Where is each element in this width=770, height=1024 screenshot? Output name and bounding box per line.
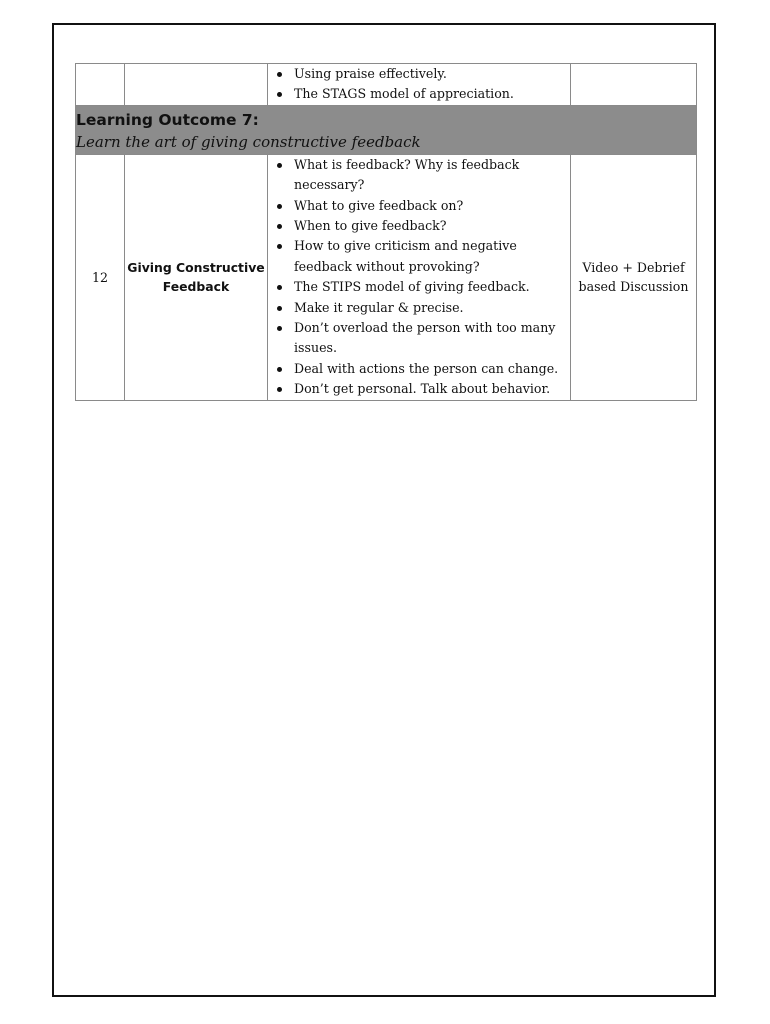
previous-method-cell [571, 64, 697, 106]
previous-bullet-list [268, 64, 570, 105]
bullet-item: How to give criticism and negative feedback without provoking? [294, 236, 564, 277]
session-content-cell [268, 154, 571, 400]
learning-outcome-subtitle: Learn the art of giving constructive feedback [76, 132, 421, 151]
bullet-item: Don’t get personal. Talk about behavior. [294, 379, 564, 399]
bullet-item: The STAGS model of appreciation. [294, 84, 564, 104]
previous-session-row [76, 64, 697, 106]
session-number: 12 [76, 154, 125, 400]
bullet-item: Don’t overload the person with too many issues. [294, 318, 564, 359]
bullet-item: What to give feedback on? [294, 196, 564, 216]
bullet-item: Make it regular & precise. [294, 298, 564, 318]
course-outline-table [75, 63, 697, 401]
session-topic: Giving Constructive Feedback [125, 154, 268, 400]
previous-topic-cell [125, 64, 268, 106]
session-row [76, 154, 697, 400]
bullet-item: What is feedback? Why is feedback necessary? [294, 155, 564, 196]
previous-number-cell [76, 64, 125, 106]
learning-outcome-header [76, 105, 697, 154]
bullet-item: The STIPS model of giving feedback. [294, 277, 564, 297]
previous-content-cell [268, 64, 571, 106]
session-method: Video + Debrief based Discussion [571, 154, 697, 400]
learning-outcome-row [76, 105, 697, 154]
bullet-item: Deal with actions the person can change. [294, 359, 564, 379]
bullet-item: When to give feedback? [294, 216, 564, 236]
learning-outcome-title: Learning Outcome 7: [76, 110, 259, 129]
bullet-item: Using praise effectively. [294, 64, 564, 84]
session-bullet-list [268, 155, 570, 400]
